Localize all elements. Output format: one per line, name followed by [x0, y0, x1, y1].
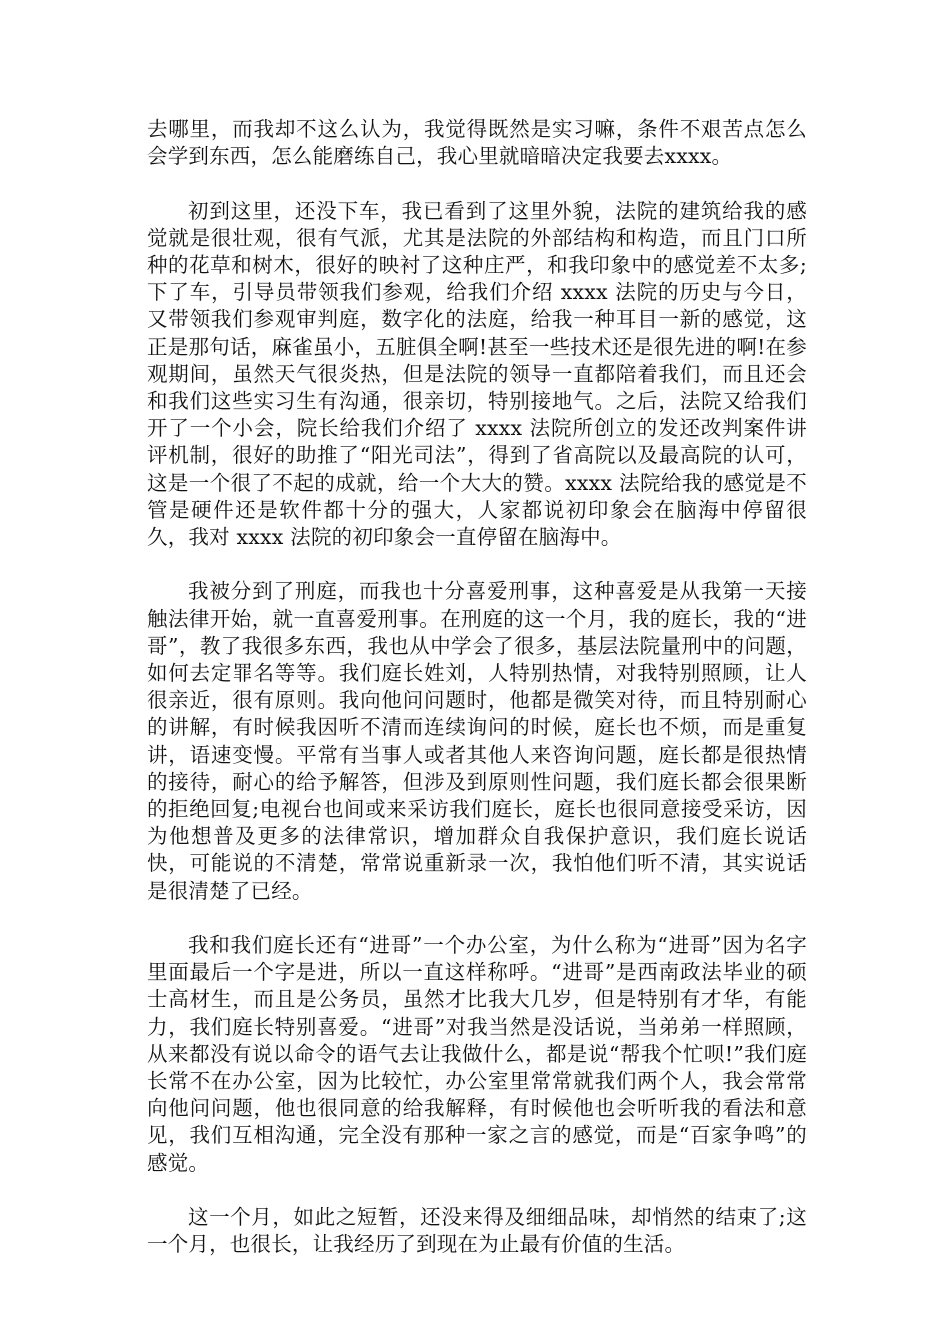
paragraph-3: 我被分到了刑庭，而我也十分喜爱刑事，这种喜爱是从我第一天接触法律开始，就一直喜爱刑事。在刑庭的这一个月，我的庭长，我的“进哥”，教了我很多东西，我也从中学会了很多，基层法院量刑中的问题，如何去定罪名等等。我们庭长姓刘，人特别热情，对我特别照顾，让人很亲近，很有原则。我向他问问题时，他都是微笑对待，而且特别耐心的讲解，有时候我因听不清而连续询问的时候，庭长也不烦，而是重复讲，语速变慢。平常有当事人或者其他人来咨询问题，庭长都是很热情的接待，耐心的给予解答，但涉及到原则性问题，我们庭长都会很果断的拒绝回复;电视台也间或来采访我们庭长，庭长也很同意接受采访，因为他想普及更多的法律常识，增加群众自我保护意识，我们庭长说话快，可能说的不清楚，常常说重新录一次，我怕他们听不清，其实说话是很清楚了已经。 [147, 579, 807, 903]
document-body [147, 116, 807, 1286]
paragraph-4: 我和我们庭长还有“进哥”一个办公室，为什么称为“进哥”因为名字里面最后一个字是进，所以一直这样称呼。“进哥”是西南政法毕业的硕士高材生，而且是公务员，虽然才比我大几岁，但是特别有才华，有能力，我们庭长特别喜爱。“进哥”对我当然是没话说，当弟弟一样照顾，从来都没有说以命令的语气去让我做什么，都是说“帮我个忙呗!”我们庭长常不在办公室，因为比较忙，办公室里常常就我们两个人，我会常常向他问问题，他也很同意的给我解释，有时候他也会听听我的看法和意见，我们互相沟通，完全没有那种一家之言的感觉，而是“百家争鸣”的感觉。 [147, 933, 807, 1175]
paragraph-5: 这一个月，如此之短暂，还没来得及细细品味，却悄然的结束了;这一个月，也很长，让我经历了到现在为止最有价值的生活。 [147, 1205, 807, 1257]
paragraph-1: 去哪里，而我却不这么认为，我觉得既然是实习嘛，条件不艰苦点怎么会学到东西，怎么能磨练自己，我心里就暗暗决定我要去xxxx。 [147, 117, 807, 169]
paragraph-2: 初到这里，还没下车，我已看到了这里外貌，法院的建筑给我的感觉就是很壮观，很有气派，尤其是法院的外部结构和构造，而且门口所种的花草和树木，很好的映衬了这种庄严，和我印象中的感觉差不太多;下了车，引导员带领我们参观，给我们介绍 xxxx 法院的历史与今日，又带领我们参观审判庭，数字化的法庭，给我一种耳目一新的感觉，这正是那句话，麻雀虽小，五脏俱全啊!甚至一些技术还是很先进的啊!在参观期间，虽然天气很炎热，但是法院的领导一直都陪着我们，而且还会和我们这些实习生有沟通，很亲切，特别接地气。之后，法院又给我们开了一个小会，院长给我们介绍了 xxxx 法院所创立的发还改判案件讲评机制，很好的助推了“阳光司法”，得到了省高院以及最高院的认可，这是一个很了不起的成就，给一个大大的赞。xxxx 法院给我的感觉是不管是硬件还是软件都十分的强大，人家都说初印象会在脑海中停留很久，我对 xxxx 法院的初印象会一直停留在脑海中。 [147, 198, 807, 550]
